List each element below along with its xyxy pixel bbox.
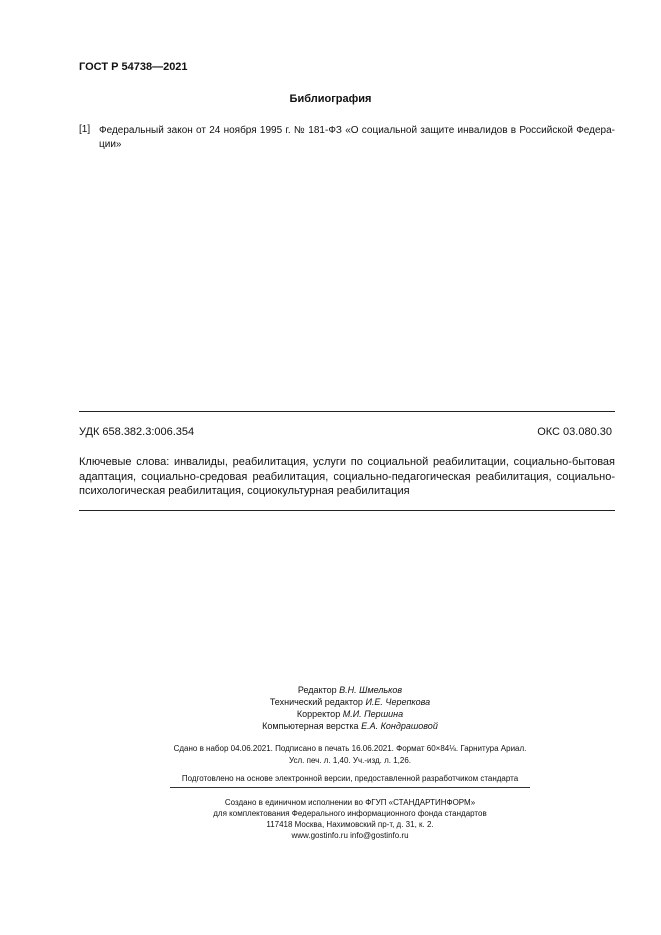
credit-role: Корректор: [296, 709, 341, 719]
keywords-paragraph: Ключевые слова: инвалиды, реабилитация, услуги по социальной реабилитации, социально-бытовая адаптация, социально-средовая реабилитация, социально-педагогическая реабилитация, социально-психологическая реабилитация, социокультурная реабилитация: [79, 456, 615, 497]
credit-line-tech-editor: [200, 696, 500, 708]
printing-info-line2: Усл. печ. л. 1,40. Уч.-изд. л. 1,26.: [288, 756, 412, 765]
publisher-line1: Создано в единичном исполнении во ФГУП «СТАНДАРТИНФОРМ»: [224, 798, 476, 807]
printing-info-line1: Сдано в набор 04.06.2021. Подписано в печать 16.06.2021. Формат 60×84⅛. Гарнитура Ариал.: [173, 744, 527, 753]
credit-name: И.Е. Черепкова: [365, 697, 431, 707]
preparation-note: Подготовлено на основе электронной версии, предоставленной разработчиком стандарта: [181, 774, 519, 783]
publisher-address: 117418 Москва, Нахимовский пр-т, д. 31, к. 2.: [266, 820, 434, 829]
credit-role: Технический редактор: [269, 697, 363, 707]
credit-role: Редактор: [297, 685, 337, 695]
publisher-contacts: www.gostinfo.ru info@gostinfo.ru: [291, 831, 409, 840]
credit-line-editor: [200, 684, 500, 696]
credit-name: Е.А. Кондрашовой: [361, 721, 438, 731]
bottom-divider: [79, 510, 615, 511]
udk-code: УДК 658.382.3:006.354: [79, 426, 195, 438]
bibliography-entry-text: Федеральный закон от 24 ноября 1995 г. № 181-ФЗ «О социальной защите инвалидов в Российской Федера-ции»: [99, 125, 615, 150]
credit-line-layout: [200, 720, 500, 732]
top-divider: [79, 411, 615, 412]
publisher-divider: [170, 787, 530, 788]
credit-line-proofreader: [200, 708, 500, 720]
publisher-line2: для комплектования Федерального информационного фонда стандартов: [213, 809, 487, 818]
credit-name: М.И. Першина: [342, 709, 404, 719]
bibliography-title: Библиография: [289, 93, 372, 105]
credit-role: Компьютерная верстка: [262, 721, 359, 731]
bibliography-entry-number: [1]: [79, 124, 91, 135]
oks-code: ОКС 03.080.30: [537, 426, 612, 438]
standard-code: ГОСТ Р 54738—2021: [79, 61, 188, 73]
credit-name: В.Н. Шмельков: [339, 685, 403, 695]
